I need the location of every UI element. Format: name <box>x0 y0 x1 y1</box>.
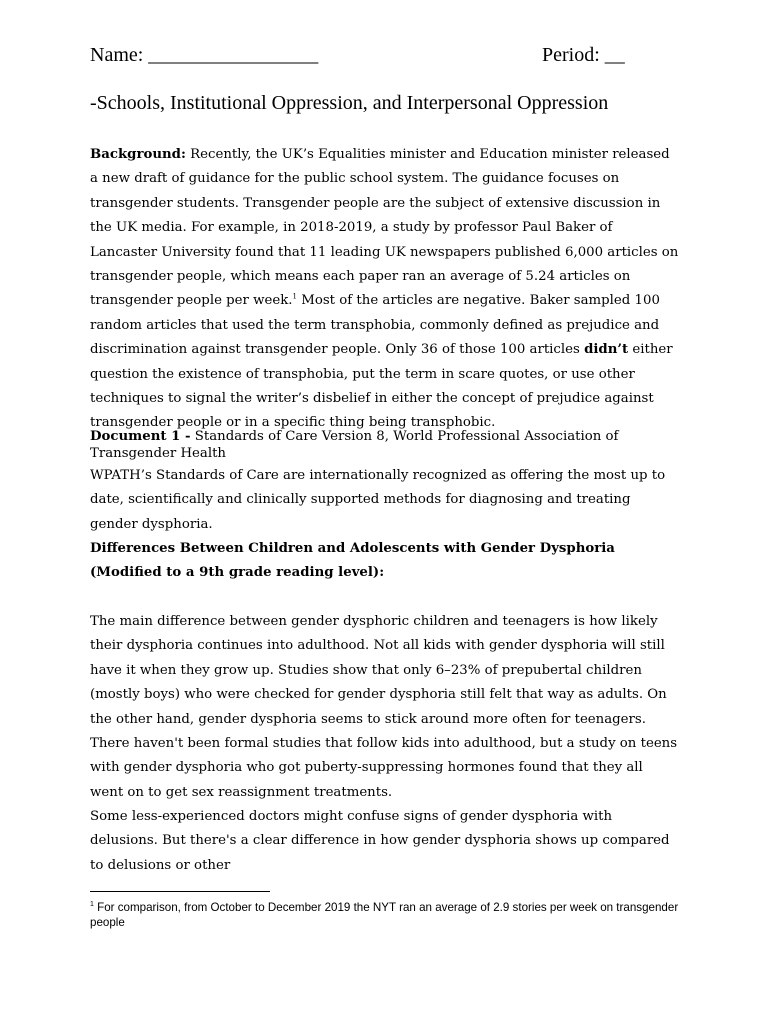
document-1-label: Document 1 - <box>90 429 191 444</box>
background-paragraph <box>90 143 680 436</box>
page-title: -Schools, Institutional Oppression, and Interpersonal Oppression <box>90 92 609 114</box>
footnote-marker: 1 <box>292 293 298 302</box>
paragraph-2: Some less-experienced doctors might confuse signs of gender dysphoria with delusions. But there's a clear difference in how gender dysphoria shows up compared to delusions or other <box>90 809 670 873</box>
footnote-number: 1 <box>90 901 94 909</box>
background-label: Background: <box>90 147 186 162</box>
background-text-3: either question the existence of transphobia, put the term in scare quotes, or use other techniques to signal the writer’s disbelief in either the concept of prejudice against transgender people or in a specific thing being transphobic. <box>90 342 673 431</box>
period-field-label: Period: __ <box>542 44 625 66</box>
document-1-description: WPATH’s Standards of Care are internationally recognized as offering the most up to date, scientifically and clinically supported methods for diagnosing and treating gender dysphoria. <box>90 468 666 532</box>
paragraph-1: The main difference between gender dysphoric children and teenagers is how likely their dysphoria continues into adulthood. Not all kids with gender dysphoria will still have it when they grow up. Studies show that only 6–23% of prepubertal children (mostly boys) who were checked for gender dysphoria still felt that way as adults. On the other hand, gender dysphoria seems to stick around more often for teenagers. There haven't been formal studies that follow kids into adulthood, but a study on teens with gender dysphoria who got puberty-suppressing hormones found that they all went on to get sex reassignment treatments. <box>90 614 678 800</box>
document-1-source-text: Standards of Care Version 8, World Professional Association of Transgender Health <box>90 429 619 461</box>
background-text-1: Recently, the UK’s Equalities minister and Education minister released a new draft of guidance for the public school system. The guidance focuses on transgender students. Transgender people are the subject of extensive discussion in the UK media. For example, in 2018-2019, a study by professor Paul Baker of Lancaster University found that 11 leading UK newspapers published 6,000 articles on transgender people, which means each paper ran an average of 5.24 articles on transgender people per week. <box>90 147 679 309</box>
section-heading: Differences Between Children and Adolescents with Gender Dysphoria (Modified to a 9th grade reading level): <box>90 541 615 581</box>
name-field-label: Name: _________________ <box>90 44 319 66</box>
footnote-divider <box>90 891 270 892</box>
footnote-text: For comparison, from October to December 2019 the NYT ran an average of 2.9 stories per week on transgender people <box>90 901 679 929</box>
background-emphasis: didn’t <box>584 342 629 358</box>
document-1-source <box>90 428 680 462</box>
background-text-2: Most of the articles are negative. Baker sampled 100 random articles that used the term transphobia, commonly defined as prejudice and discrimination against transgender people. Only 36 of those 100 articles <box>90 293 660 358</box>
footnote <box>90 900 690 930</box>
